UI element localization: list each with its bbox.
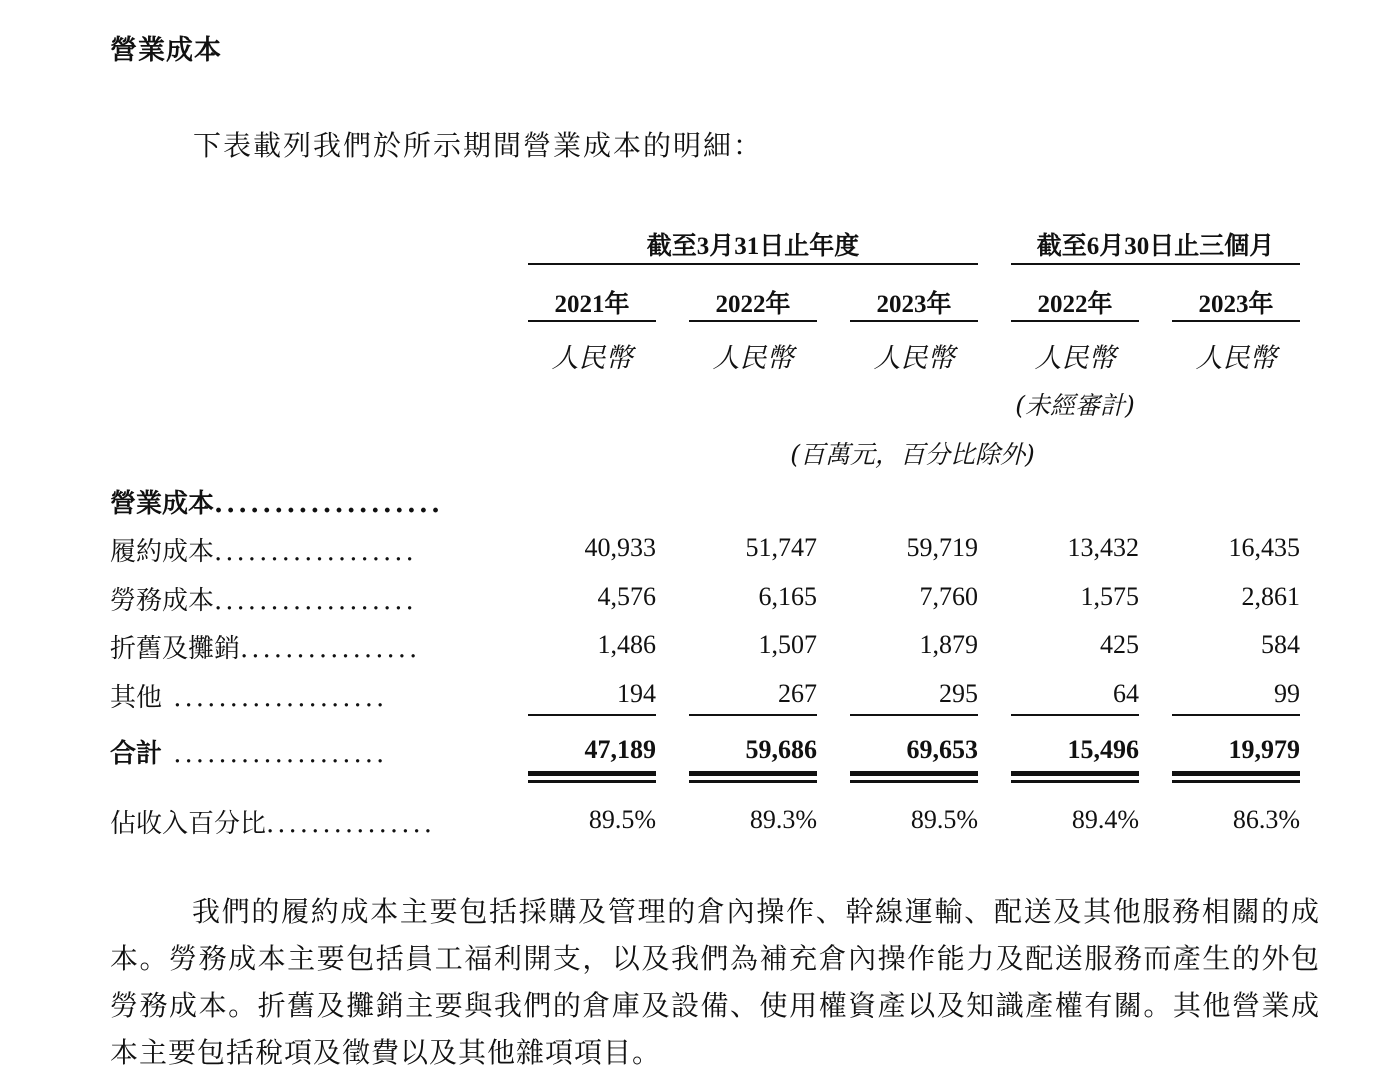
year-rule [1172,320,1300,322]
year-header: 2023年 [876,291,952,318]
cell-value: 584 [1261,630,1300,659]
row-label-labor: 勞務成本.................. [110,586,417,616]
total-rule-top [1172,771,1300,776]
cell-value: 267 [778,679,817,708]
cell-value: 1,879 [919,630,978,659]
cell-value: 194 [617,679,656,708]
ratio-value: 86.3% [1232,805,1300,834]
year-rule [528,320,656,322]
cell-value: 7,760 [919,582,978,611]
intro-text: 下表載列我們於所示期間營業成本的明細： [193,129,764,162]
cell-value: 2,861 [1241,582,1300,611]
subtotal-rule [1172,714,1300,716]
category-label: 營業成本................... [110,489,443,519]
cell-value: 1,507 [758,630,817,659]
cell-value: 40,933 [584,533,656,562]
total-value: 59,686 [745,735,817,764]
total-value: 19,979 [1228,735,1300,764]
units-note: (百萬元，百分比除外) [790,440,1035,469]
total-rule-bottom [1172,780,1300,783]
total-rule-bottom [850,780,978,783]
ratio-value: 89.3% [749,805,817,834]
subtotal-rule [528,714,656,716]
cell-value: 64 [1113,679,1139,708]
cell-value: 6,165 [758,582,817,611]
year-rule [1011,320,1139,322]
year-header: 2021年 [554,291,630,318]
cell-value: 99 [1274,679,1300,708]
group-rule-three-months [1011,263,1300,265]
row-label-depreciation: 折舊及攤銷................ [110,634,421,664]
year-header: 2022年 [715,291,791,318]
subtotal-rule [850,714,978,716]
subtotal-rule [689,714,817,716]
cell-value: 16,435 [1228,533,1300,562]
currency-label: 人民幣 [712,343,794,374]
cell-value: 59,719 [906,533,978,562]
year-header: 2022年 [1037,291,1113,318]
cell-value: 4,576 [597,582,656,611]
unaudited-note: (未經審計) [1015,391,1135,420]
ratio-value: 89.5% [588,805,656,834]
group-header-three-months: 截至6月30日止三個月 [1036,233,1275,260]
group-rule-fiscal-year [528,263,978,265]
cell-value: 425 [1100,630,1139,659]
total-rule-top [1011,771,1139,776]
cell-value: 295 [939,679,978,708]
total-value: 69,653 [906,735,978,764]
body-paragraph [110,888,1320,1076]
ratio-value: 89.5% [910,805,978,834]
ratio-value: 89.4% [1071,805,1139,834]
total-value: 47,189 [584,735,656,764]
currency-label: 人民幣 [1195,343,1277,374]
section-title: 營業成本 [110,35,222,66]
group-header-fiscal-year: 截至3月31日止年度 [646,233,860,260]
cell-value: 1,575 [1080,582,1139,611]
cell-value: 1,486 [597,630,656,659]
total-rule-bottom [1011,780,1139,783]
row-label-total: 合計 ................... [110,739,388,769]
year-rule [689,320,817,322]
currency-label: 人民幣 [873,343,955,374]
total-rule-bottom [528,780,656,783]
cell-value: 13,432 [1067,533,1139,562]
total-value: 15,496 [1067,735,1139,764]
total-rule-top [528,771,656,776]
year-rule [850,320,978,322]
paragraph-text: 我們的履約成本主要包括採購及管理的倉內操作、幹線運輸、配送及其他服務相關的成本。勞務成本主要包括員工福利開支，以及我們為補充倉內操作能力及配送服務而產生的外包勞務成本。折舊及攤銷主要與我們的倉庫及設備、使用權資產以及知識產權有關。其他營業成本主要包括稅項及徵費以及其他雜項項目。 [110,895,1320,1069]
row-label-ratio: 佔收入百分比............... [110,809,435,839]
currency-label: 人民幣 [1034,343,1116,374]
row-label-other: 其他 ................... [110,683,388,713]
year-header: 2023年 [1198,291,1274,318]
row-label-fulfillment: 履約成本.................. [110,537,417,567]
total-rule-bottom [689,780,817,783]
cell-value: 51,747 [745,533,817,562]
subtotal-rule [1011,714,1139,716]
total-rule-top [850,771,978,776]
currency-label: 人民幣 [551,343,633,374]
total-rule-top [689,771,817,776]
